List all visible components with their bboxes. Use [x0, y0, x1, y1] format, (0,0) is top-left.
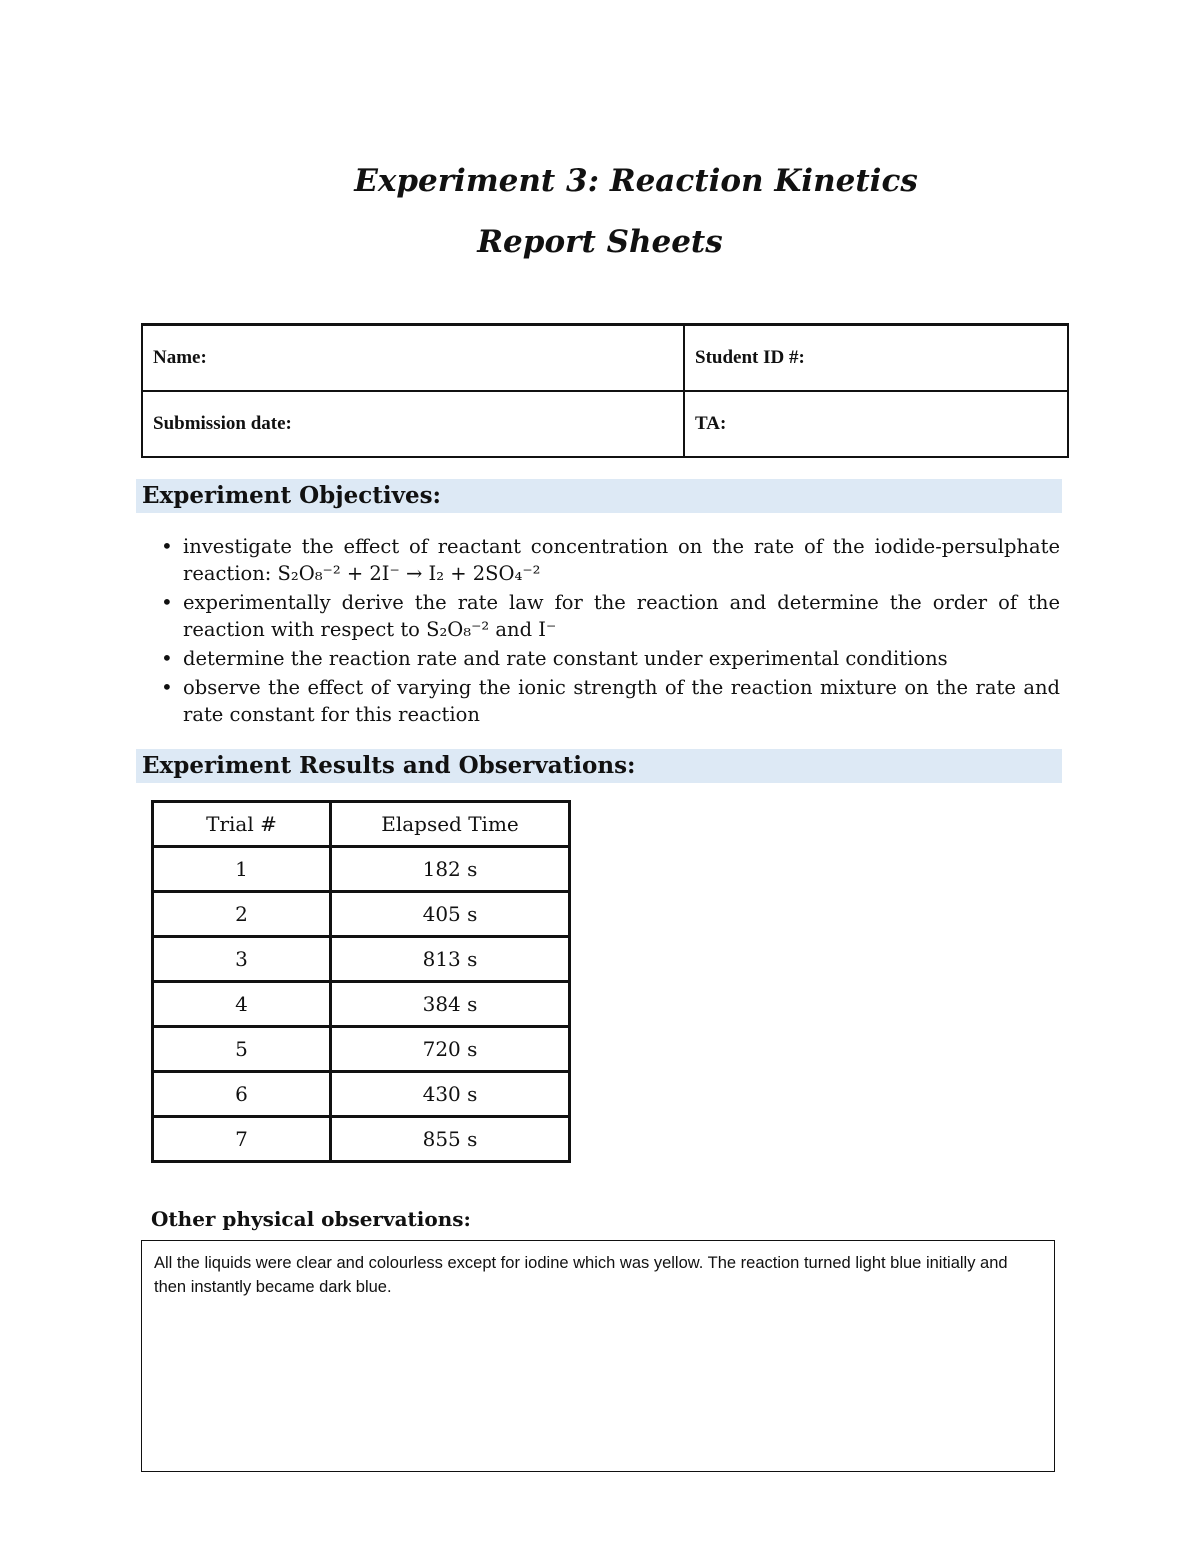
- submission-date-label: Submission date:: [153, 413, 292, 434]
- trial-cell: 2: [153, 892, 331, 937]
- table-row: [153, 847, 570, 892]
- submission-date-field[interactable]: [142, 391, 684, 457]
- table-header-row: [153, 802, 570, 847]
- time-cell: 405 s: [331, 892, 570, 937]
- name-field[interactable]: [142, 325, 684, 392]
- list-item: • investigate the effect of reactant concentration on the rate of the iodide-persulphate reaction: S₂O₈⁻² + 2I⁻ → I₂ + 2SO₄⁻²: [183, 533, 1060, 587]
- column-header-trial: Trial #: [153, 802, 331, 847]
- document-subtitle: Report Sheets: [477, 224, 723, 260]
- student-info-table: [141, 323, 1069, 458]
- table-row: [153, 1117, 570, 1162]
- observations-label: Other physical observations:: [151, 1207, 471, 1231]
- time-cell: 855 s: [331, 1117, 570, 1162]
- trial-cell: 3: [153, 937, 331, 982]
- list-item: • experimentally derive the rate law for the reaction and determine the order of the reaction with respect to S₂O₈⁻² and I⁻: [183, 589, 1060, 643]
- trial-cell: 5: [153, 1027, 331, 1072]
- list-item: • observe the effect of varying the ionic strength of the reaction mixture on the rate and rate constant for this reaction: [183, 674, 1060, 728]
- table-row: [153, 982, 570, 1027]
- results-table: [151, 800, 571, 1163]
- observations-textbox[interactable]: All the liquids were clear and colourless except for iodine which was yellow. The reaction turned light blue initially and then instantly became dark blue.: [141, 1240, 1055, 1472]
- table-row: [153, 892, 570, 937]
- time-cell: 384 s: [331, 982, 570, 1027]
- objectives-heading: Experiment Objectives:: [136, 479, 1062, 513]
- time-cell: 430 s: [331, 1072, 570, 1117]
- table-row: [153, 1072, 570, 1117]
- results-heading: Experiment Results and Observations:: [136, 749, 1062, 783]
- ta-label: TA:: [695, 413, 727, 434]
- student-id-label: Student ID #:: [695, 347, 805, 368]
- ta-field[interactable]: [684, 391, 1068, 457]
- trial-cell: 1: [153, 847, 331, 892]
- table-row: [153, 1027, 570, 1072]
- list-item: • determine the reaction rate and rate constant under experimental conditions: [183, 645, 1060, 672]
- name-label: Name:: [153, 347, 207, 368]
- time-cell: 813 s: [331, 937, 570, 982]
- student-id-field[interactable]: [684, 325, 1068, 392]
- trial-cell: 4: [153, 982, 331, 1027]
- time-cell: 720 s: [331, 1027, 570, 1072]
- document-title: Experiment 3: Reaction Kinetics: [354, 163, 918, 199]
- trial-cell: 7: [153, 1117, 331, 1162]
- time-cell: 182 s: [331, 847, 570, 892]
- trial-cell: 6: [153, 1072, 331, 1117]
- table-row: [153, 937, 570, 982]
- column-header-elapsed-time: Elapsed Time: [331, 802, 570, 847]
- objectives-list: [155, 533, 1060, 730]
